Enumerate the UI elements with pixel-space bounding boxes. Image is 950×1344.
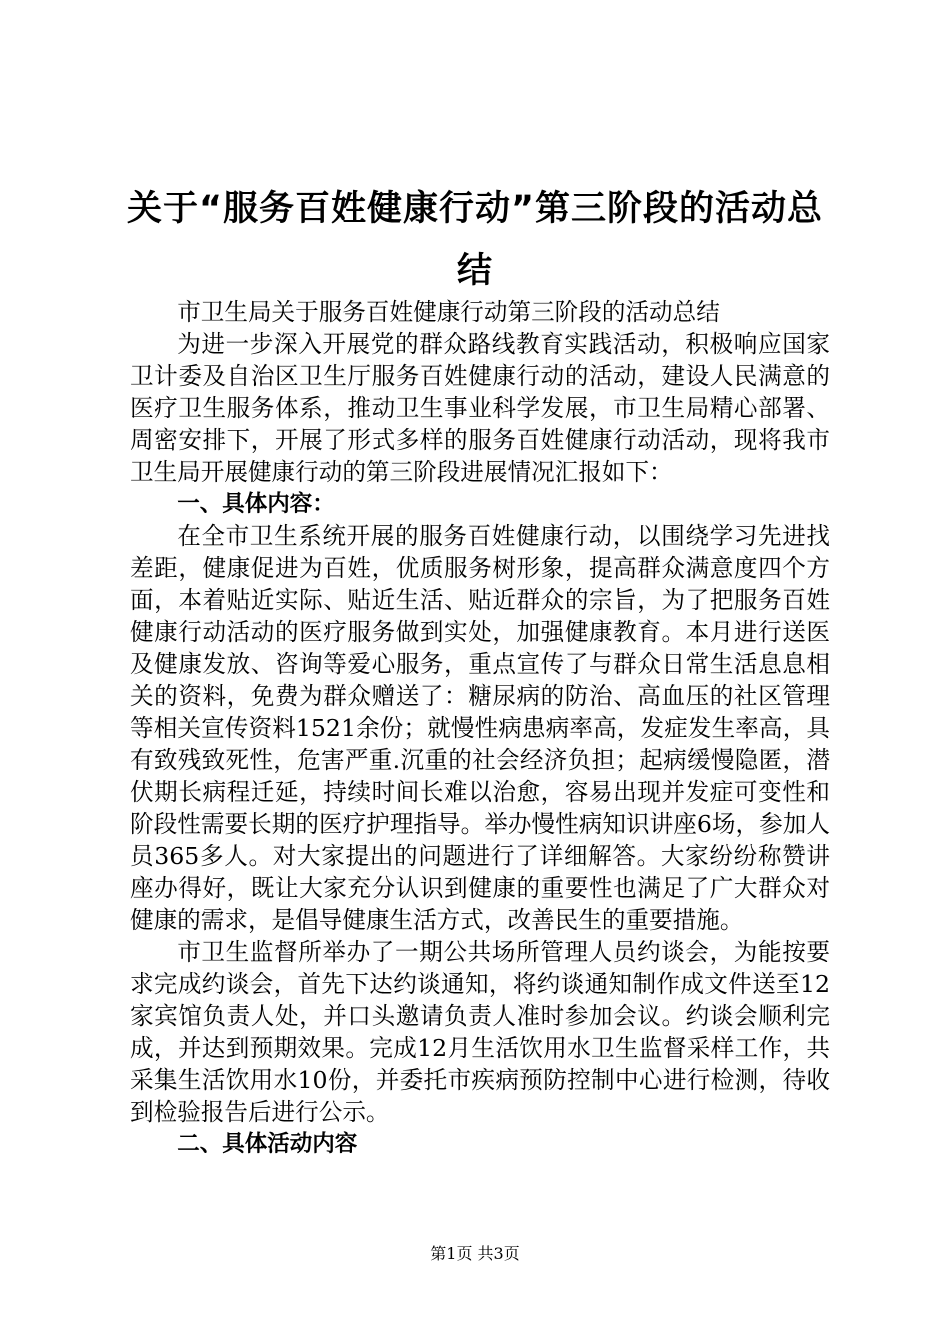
intro-paragraph: 为进一步深入开展党的群众路线教育实践活动，积极响应国家卫计委及自治区卫生厅服务百姓健康行动的活动，建设人民满意的医疗卫生服务体系，推动卫生事业科学发展，市卫生局精心部署、周密安排下，开展了形式多样的服务百姓健康行动活动，现将我市卫生局开展健康行动的第三阶段进展情况汇报如下： xyxy=(130,330,830,486)
document-body xyxy=(130,296,830,1160)
page-footer: 第1页 共3页 xyxy=(430,1244,520,1263)
document-title: 关于“服务百姓健康行动”第三阶段的活动总结 xyxy=(126,189,823,291)
section1-paragraph-2: 市卫生监督所举办了一期公共场所管理人员约谈会，为能按要求完成约谈会，首先下达约谈通知，将约谈通知制作成文件送至12家宾馆负责人处，并口头邀请负责人准时参加会议。约谈会顺利完成，并达到预期效果。完成12月生活饮用水卫生监督采样工作，共采集生活饮用水10份，并委托市疾病预防控制中心进行检测，待收到检验报告后进行公示。 xyxy=(130,938,830,1126)
document-subtitle: 市卫生局关于服务百姓健康行动第三阶段的活动总结 xyxy=(177,298,720,326)
section-heading-2: 二、具体活动内容 xyxy=(177,1131,358,1157)
section-heading-1: 一、具体内容： xyxy=(177,491,335,517)
section1-paragraph-1: 在全市卫生系统开展的服务百姓健康行动，以围绕学习先进找差距，健康促进为百姓，优质服务树形象，提高群众满意度四个方面，本着贴近实际、贴近生活、贴近群众的宗旨，为了把服务百姓健康行动活动的医疗服务做到实处，加强健康教育。本月进行送医及健康发放、咨询等爱心服务，重点宣传了与群众日常生活息息相关的资料，免费为群众赠送了：糖尿病的防治、高血压的社区管理等相关宣传资料1521余份；就慢性病患病率高，发症发生率高，具有致残致死性，危害严重.沉重的社会经济负担；起病缓慢隐匿，潜伏期长病程迁延，持续时间长难以治愈，容易出现并发症可变性和阶段性需要长期的医疗护理指导。举办慢性病知识讲座6场，参加人员365多人。对大家提出的问题进行了详细解答。大家纷纷称赞讲座办得好，既让大家充分认识到健康的重要性也满足了广大群众对健康的需求，是倡导健康生活方式，改善民生的重要措施。 xyxy=(130,522,830,934)
